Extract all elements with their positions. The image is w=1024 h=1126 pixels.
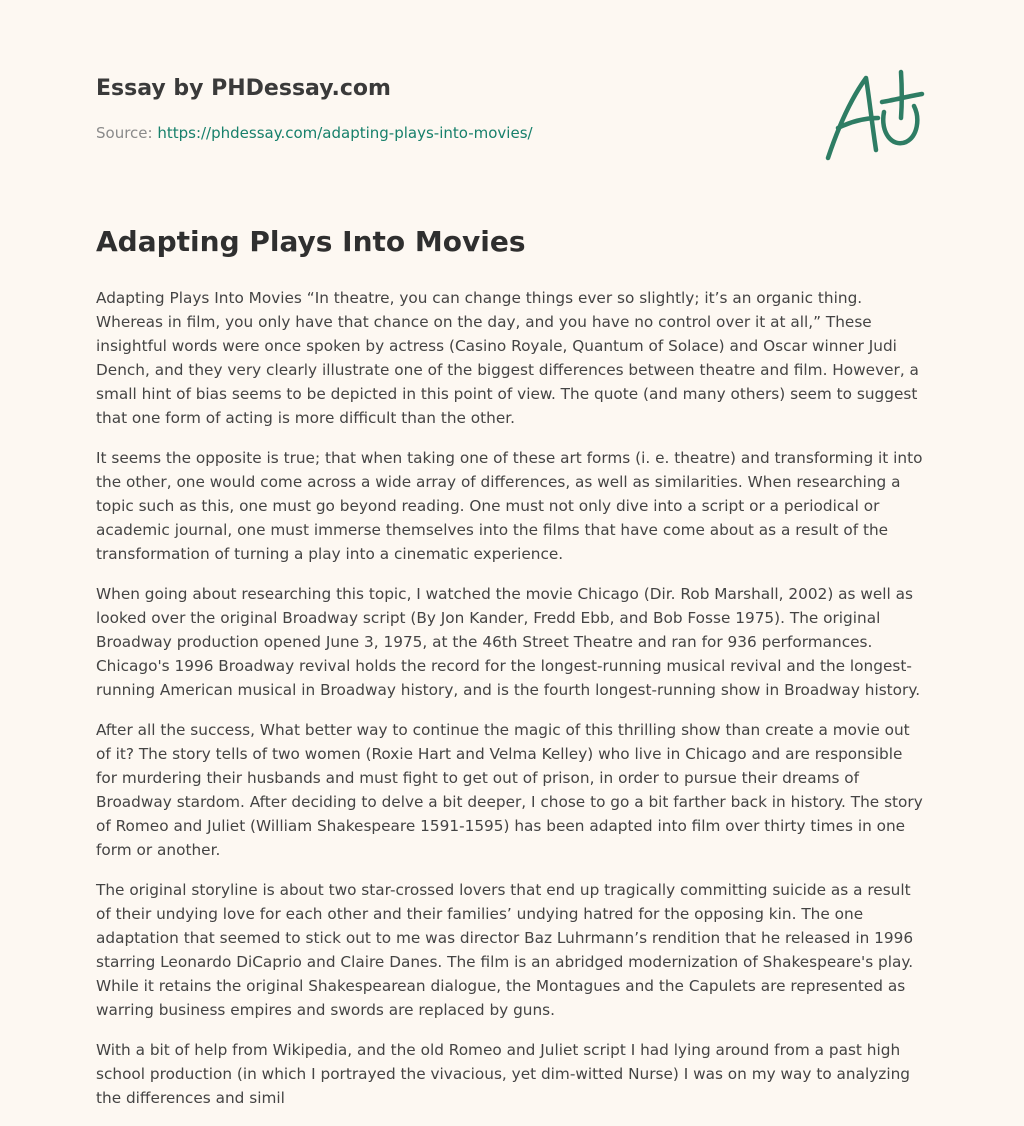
source-link[interactable]: https://phdessay.com/adapting-plays-into-movies/ [157, 124, 533, 142]
source-label: Source: [96, 124, 158, 142]
paragraph: The original storyline is about two star-crossed lovers that end up tragically committing suicide as a result of their undying love for each other and their families’ undying hatred for the opposing kin. The one adaptation that seemed to stick out to me was director Baz Luhrmann’s rendition that he released in 1996 starring Leonardo DiCaprio and Claire Danes. The film is an abridged modernization of Shakespeare's play. While it retains the original Shakespearean dialogue, the Montagues and the Capulets are represented as warring business empires and swords are replaced by guns. [96, 881, 914, 1019]
a-plus-grade-icon [822, 66, 926, 166]
paragraph: It seems the opposite is true; that when taking one of these art forms (i. e. theatre) and transforming it into the other, one would come across a wide array of differences, as well as similarities. When researching a topic such as this, one must go beyond reading. One must not only dive into a script or a periodical or academic journal, one must immerse themselves into the films that have come about as a result of the transformation of turning a play into a cinematic experience. [96, 449, 923, 563]
article-title: Adapting Plays Into Movies [96, 225, 526, 258]
a-plus-grade-icon-graphic [822, 66, 926, 166]
article-body [96, 286, 928, 1126]
source-line [96, 124, 533, 142]
paragraph: When going about researching this topic, I watched the movie Chicago (Dir. Rob Marshall, 2002) as well as looked over the original Broadway script (By Jon Kander, Fredd Ebb, and Bob Fosse 1975). The original Broadway production opened June 3, 1975, at the 46th Street Theatre and ran for 936 performances. Chicago's 1996 Broadway revival holds the record for the longest-running musical revival and the longest-running American musical in Broadway history, and is the fourth longest-running show in Broadway history. [96, 585, 921, 699]
paragraph: Adapting Plays Into Movies “In theatre, you can change things ever so slightly; it’s an organic thing. Whereas in film, you only have that chance on the day, and you have no control over it at all,” These insightful words were once spoken by actress (Casino Royale, Quantum of Solace) and Oscar winner Judi Dench, and they very clearly illustrate one of the biggest differences between theatre and film. However, a small hint of bias seems to be depicted in this point of view. The quote (and many others) seem to suggest that one form of acting is more difficult than the other. [96, 289, 919, 427]
paragraph: With a bit of help from Wikipedia, and the old Romeo and Juliet script I had lying around from a past high school production (in which I portrayed the vivacious, yet dim-witted Nurse) I was on my way to analyzing the differences and simil [96, 1041, 910, 1107]
site-brand: Essay by PHDessay.com [96, 76, 391, 101]
paragraph: After all the success, What better way to continue the magic of this thrilling show than create a movie out of it? The story tells of two women (Roxie Hart and Velma Kelley) who live in Chicago and are responsible for murdering their husbands and must fight to get out of prison, in order to pursue their dreams of Broadway stardom. After deciding to delve a bit deeper, I chose to go a bit farther back in history. The story of Romeo and Juliet (William Shakespeare 1591-1595) has been adapted into film over thirty times in one form or another. [96, 721, 923, 859]
